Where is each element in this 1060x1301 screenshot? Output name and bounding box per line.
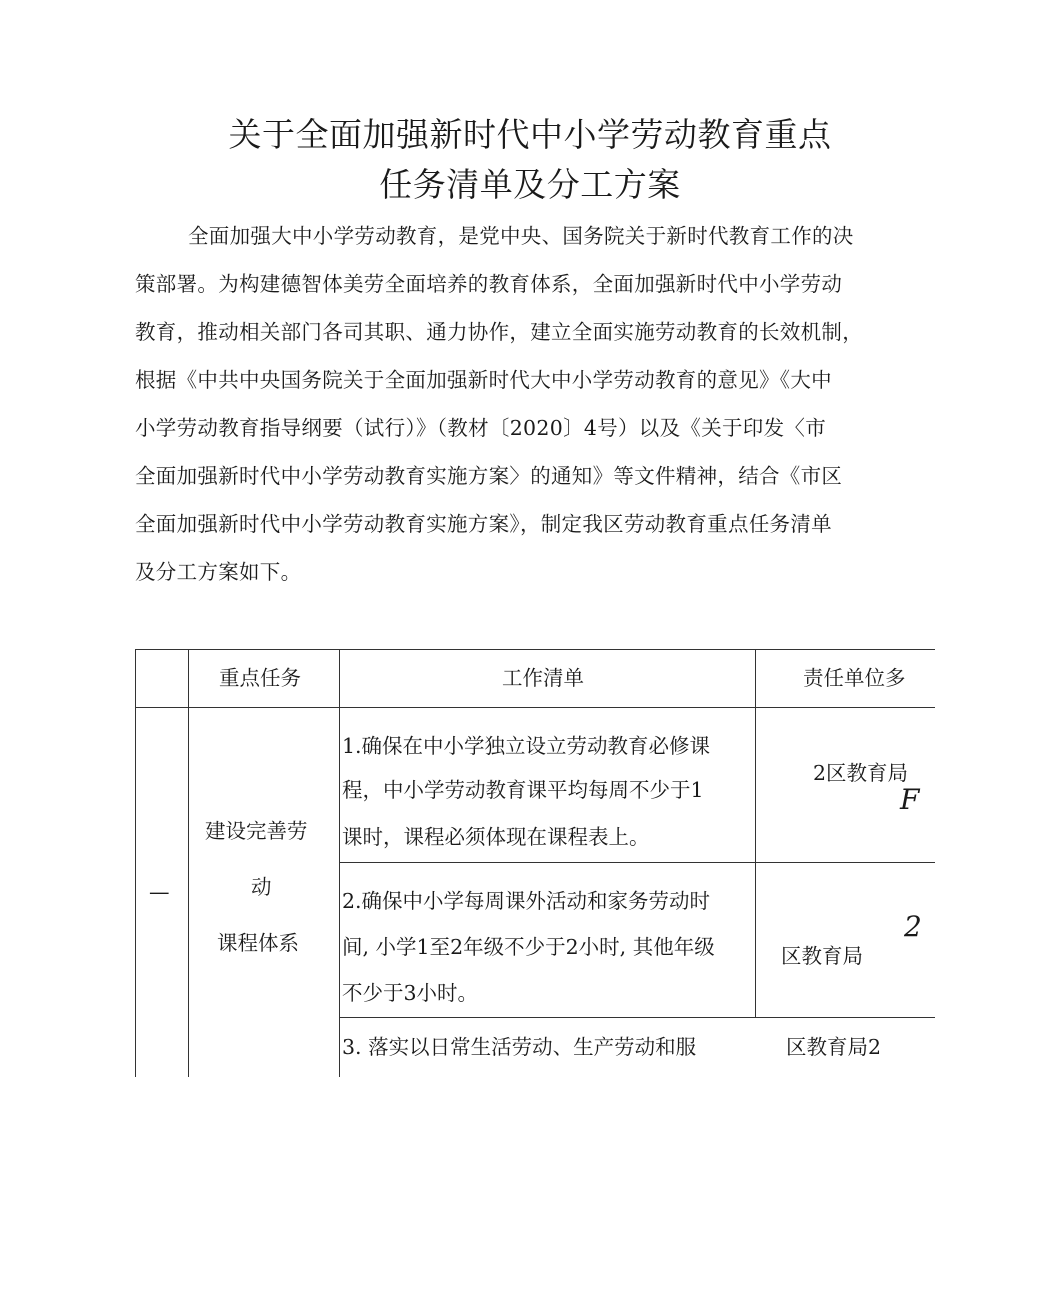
table-header-divider xyxy=(135,707,935,708)
unit-marker: F xyxy=(900,783,920,816)
intro-paragraph-line: 全面加强大中小学劳动教育，是党中央、国务院关于新时代教育工作的决 xyxy=(188,224,854,248)
document-title-line-2: 任务清单及分工方案 xyxy=(379,165,681,204)
work-item-line: 程，中小学劳动教育课平均每周不少于1 xyxy=(342,778,704,802)
intro-paragraph-line: 全面加强新时代中小学劳动教育实施方案〉的通知》等文件精神，结合《市区 xyxy=(135,464,843,488)
table-top-border xyxy=(135,649,935,650)
section-number: — xyxy=(149,880,170,904)
task-table xyxy=(135,649,935,1079)
unit-marker: 2 xyxy=(904,910,922,943)
work-item-line: 2.确保中小学每周课外活动和家务劳动时 xyxy=(342,889,711,913)
header-key-task: 重点任务 xyxy=(219,666,301,690)
table-left-border xyxy=(135,649,136,1077)
row-divider xyxy=(340,1017,935,1018)
work-item-line: 课时，课程必须体现在课程表上。 xyxy=(342,825,650,849)
work-item-line: 1.确保在中小学独立设立劳动教育必修课 xyxy=(342,734,711,758)
column-divider xyxy=(188,649,189,1077)
column-divider xyxy=(755,649,756,1017)
task-name-line: 动 xyxy=(251,875,272,899)
intro-paragraph-line: 根据《中共中央国务院关于全面加强新时代大中小学劳动教育的意见》《大中 xyxy=(135,368,832,392)
document-title-line-1: 关于全面加强新时代中小学劳动教育重点 xyxy=(228,115,832,154)
work-item-line: 间, 小学1至2年级不少于2小时, 其他年级 xyxy=(342,935,715,959)
intro-paragraph-line: 全面加强新时代中小学劳动教育实施方案》，制定我区劳动教育重点任务清单 xyxy=(135,512,832,536)
responsible-unit: 2区教育局 xyxy=(813,761,909,785)
intro-paragraph-line: 策部署。为构建德智体美劳全面培养的教育体系，全面加强新时代中小学劳动 xyxy=(135,272,843,296)
responsible-unit: 区教育局2 xyxy=(786,1035,882,1059)
column-divider xyxy=(339,649,340,1077)
work-item-line: 3. 落实以日常生活劳动、生产劳动和服 xyxy=(342,1035,697,1059)
intro-paragraph-line: 小学劳动教育指导纲要（试行）》（教材〔2020〕4号）以及《关于印发〈市 xyxy=(135,416,827,440)
task-name-line: 课程体系 xyxy=(217,931,299,955)
header-responsible-unit: 责任单位多 xyxy=(803,666,906,690)
work-item-line: 不少于3小时。 xyxy=(342,981,479,1005)
task-name-line: 建设完善劳 xyxy=(205,819,308,843)
responsible-unit: 区教育局 xyxy=(781,944,863,968)
intro-paragraph-line: 及分工方案如下。 xyxy=(135,560,302,584)
row-divider xyxy=(340,862,935,863)
intro-paragraph-line: 教育，推动相关部门各司其职、通力协作，建立全面实施劳动教育的长效机制， xyxy=(135,320,863,344)
header-work-list: 工作清单 xyxy=(502,666,584,690)
